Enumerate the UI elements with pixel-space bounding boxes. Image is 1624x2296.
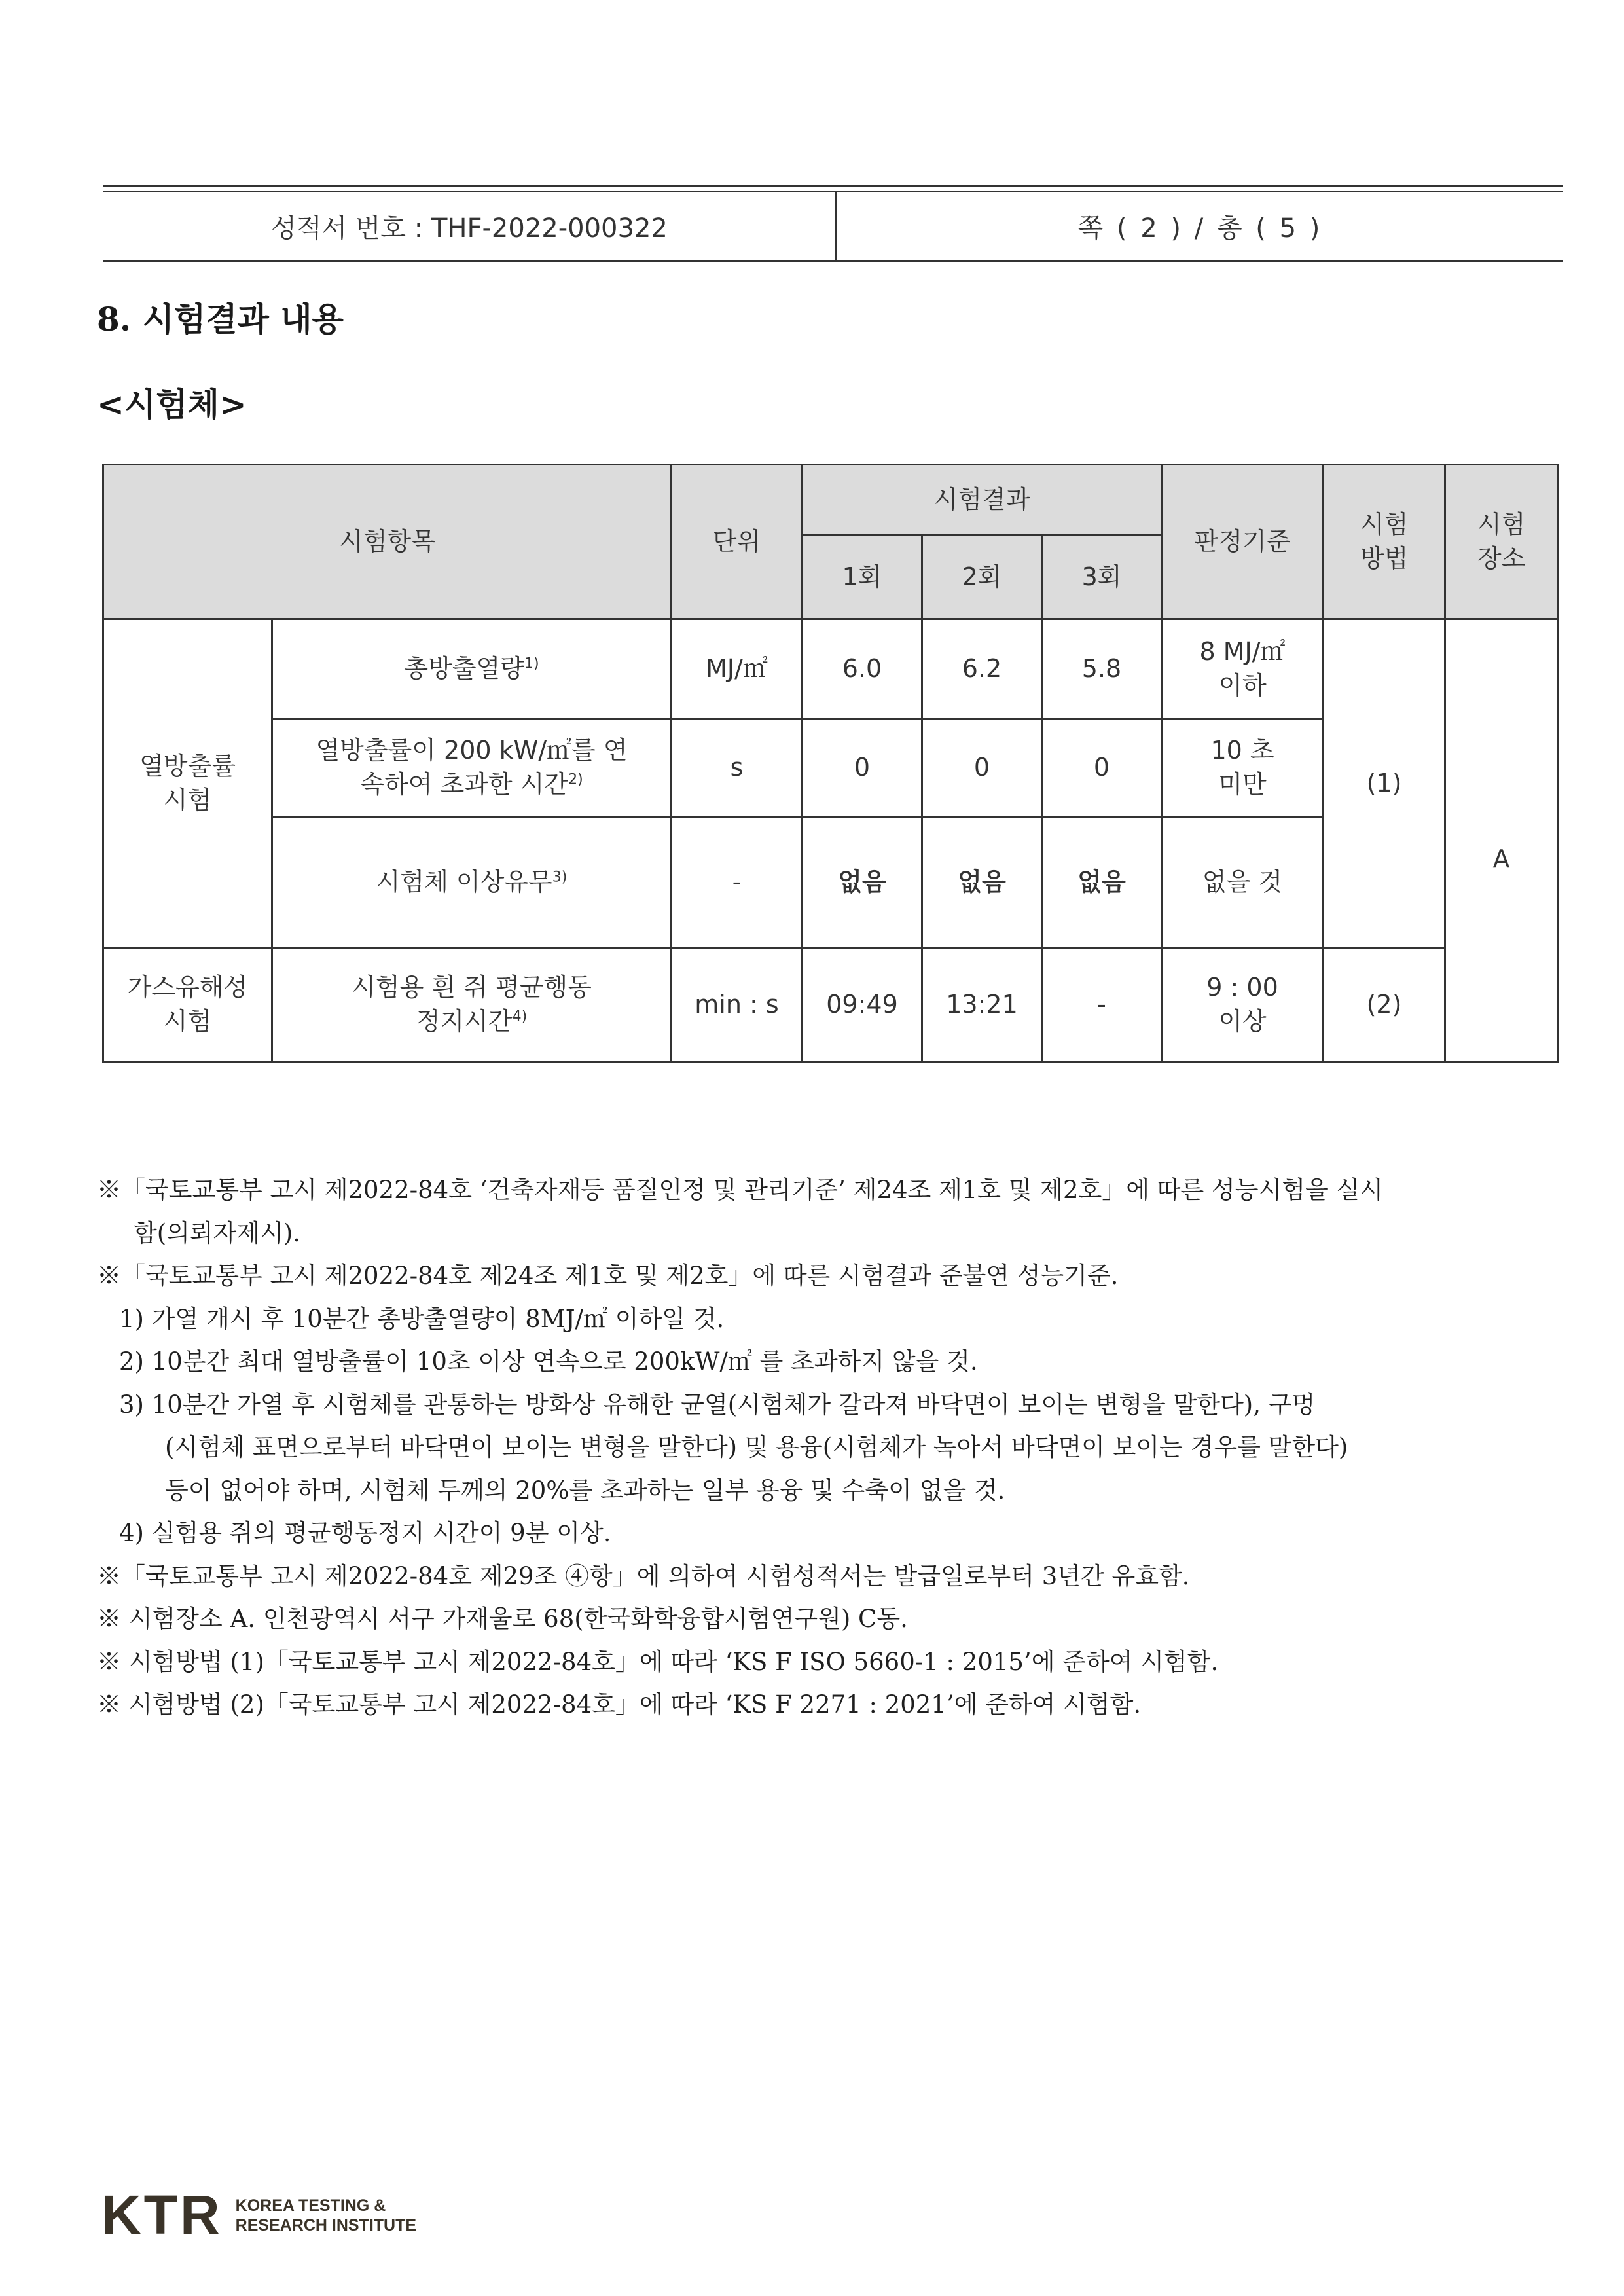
header-run-1: 1회 [803,536,922,619]
note-line: ※「국토교통부 고시 제2022-84호 제29조 ④항」에 의하여 시험성적서는 발급일로부터 3년간 유효함. [97,1561,1190,1590]
row-criteria: 10 초 미만 [1162,719,1324,817]
group-heat-release: 열방출률 시험 [103,619,272,948]
criterion-line: (시험체 표면으로부터 바닥면이 보이는 변형을 말한다) 및 용융(시험체가 녹아서 바닥면이 보이는 경우를 말한다) [165,1433,1348,1461]
header-run-2: 2회 [922,536,1042,619]
criterion-line: 4) 실험용 쥐의 평균행동정지 시간이 9분 이상. [119,1519,611,1547]
header-place: 시험 장소 [1445,465,1558,619]
header-run-3: 3회 [1042,536,1162,619]
note-line: ※「국토교통부 고시 제2022-84호 제24조 제1호 및 제2호」에 따른 시험결과 준불연 성능기준. [97,1262,1119,1290]
criterion-line: 2) 10분간 최대 열방출률이 10초 이상 연속으로 200kW/㎡ 를 초과하지 않을 것. [119,1347,978,1376]
row-criteria: 없을 것 [1162,817,1324,948]
subtitle: <시험체> [97,385,247,424]
row-criteria: 9 : 00 이상 [1162,948,1324,1062]
row-item: 시험체 이상유무$^{3)}$ [272,817,672,948]
row-run-3: - [1042,948,1162,1062]
row-run-3: 0 [1042,719,1162,817]
row-unit: s [672,719,803,817]
notes [97,1169,1557,1726]
method-1: (1) [1324,619,1445,948]
header-rule-top [103,185,1563,187]
row-unit: - [672,817,803,948]
header-item: 시험항목 [103,465,672,619]
row-run-2: 0 [922,719,1042,817]
note-line: ※「국토교통부 고시 제2022-84호 ‘건축자재등 품질인정 및 관리기준’ 제24조 제1호 및 제2호」에 따른 성능시험을 실시 [97,1176,1384,1204]
logo-text [236,2196,416,2235]
row-run-3: 5.8 [1042,619,1162,719]
logo-line-2: RESEARCH INSTITUTE [235,2215,417,2234]
page-info: 쪽 ( 2 ) / 총 ( 5 ) [1077,213,1323,244]
header-method: 시험 방법 [1324,465,1445,619]
row-run-2: 13:21 [922,948,1042,1062]
row-run-3: 없음 [1042,817,1162,948]
row-run-1: 없음 [803,817,922,948]
row-run-2: 없음 [922,817,1042,948]
note-line: ※ 시험방법 (1)「국토교통부 고시 제2022-84호」에 따라 ‘KS F ISO 5660-1 : 2015’에 준하여 시험함. [97,1647,1219,1676]
note-line: ※ 시험장소 A. 인천광역시 서구 가재울로 68(한국화학융합시험연구원) C동. [97,1605,908,1633]
header-unit: 단위 [672,465,803,619]
row-item: 시험용 흰 쥐 평균행동정지시간$^{4)}$ [272,948,672,1062]
row-item: 총방출열량$^{1)}$ [272,619,672,719]
method-2: (2) [1324,948,1445,1062]
row-run-1: 6.0 [803,619,922,719]
table-row [103,619,1558,719]
row-unit: MJ/㎡ [672,619,803,719]
row-unit: min : s [672,948,803,1062]
report-number: 성적서 번호 : THF-2022-000322 [271,213,668,244]
header-results: 시험결과 [803,465,1162,536]
row-run-1: 0 [803,719,922,817]
ktr-logo [101,2183,416,2247]
logo-mark: KTR [101,2184,223,2246]
header-rule-bottom [103,260,1563,262]
row-criteria: 8 MJ/㎡ 이하 [1162,619,1324,719]
criterion-line: 3) 10분간 가열 후 시험체를 관통하는 방화상 유해한 균열(시험체가 갈라져 바닥면이 보이는 변형을 말한다), 구멍 [119,1390,1316,1419]
logo-line-1: KOREA TESTING & [235,2196,386,2215]
header-criteria: 판정기준 [1162,465,1324,619]
criterion-line: 등이 없어야 하며, 시험체 두께의 20%를 초과하는 일부 용융 및 수축이 없을 것. [165,1476,1005,1504]
note-line: ※ 시험방법 (2)「국토교통부 고시 제2022-84호」에 따라 ‘KS F 2271 : 2021’에 준하여 시험함. [97,1690,1142,1719]
criterion-line: 1) 가열 개시 후 10분간 총방출열량이 8MJ/㎡ 이하일 것. [119,1304,725,1333]
row-run-1: 09:49 [803,948,922,1062]
test-place: A [1445,619,1558,1062]
group-gas-toxicity: 가스유해성 시험 [103,948,272,1062]
note-line: 함(의뢰자제시). [134,1218,301,1247]
row-run-2: 6.2 [922,619,1042,719]
section-title: 8. 시험결과 내용 [97,300,344,338]
results-table [102,464,1559,1063]
row-item: 열방출률이 200 kW/㎡를 연속하여 초과한 시간$^{2)}$ [272,719,672,817]
table-row [103,948,1558,1062]
